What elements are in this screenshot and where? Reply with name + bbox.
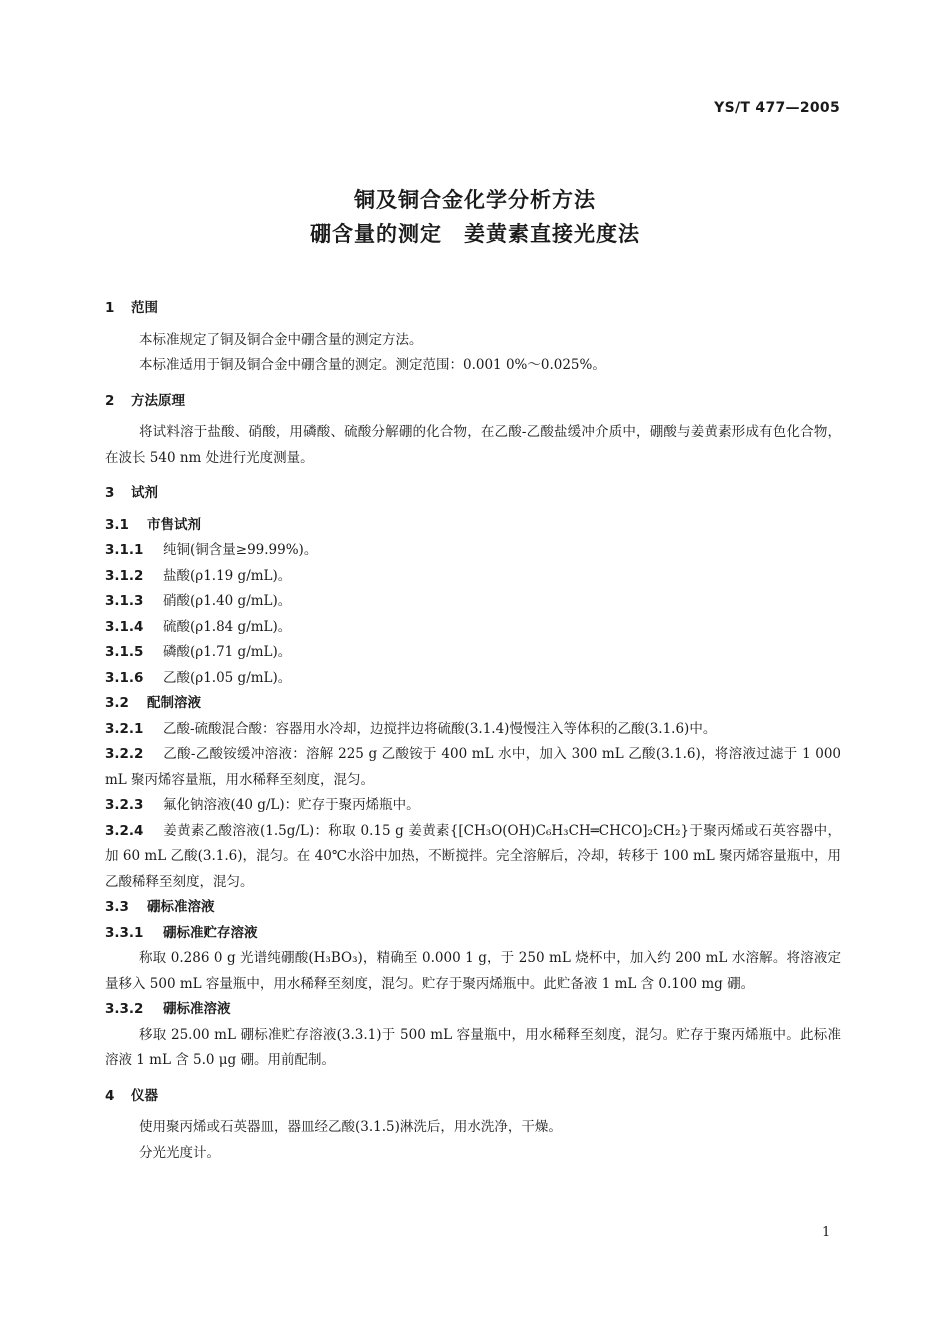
page-number: 1 (822, 1225, 831, 1240)
document-body (105, 296, 841, 1166)
section-3-heading: 3 试剂 (105, 485, 158, 501)
list-item: 3.1.3 硝酸(ρ1.40 g/mL)。 (105, 593, 292, 609)
list-item: 3.1.6 乙酸(ρ1.05 g/mL)。 (105, 669, 292, 686)
list-item: 3.1.4 硫酸(ρ1.84 g/mL)。 (105, 618, 292, 635)
section-4-paragraph-1: 使用聚丙烯或石英器皿，器皿经乙酸(3.1.5)淋洗后，用水洗净，干燥。 (139, 1119, 562, 1135)
subsection-3-3-2-heading: 3.3.2 硼标准溶液 (105, 1001, 231, 1017)
section-2-paragraph: 将试料溶于盐酸、硝酸，用磷酸、硫酸分解硼的化合物，在乙酸-乙酸盐缓冲介质中，硼酸与姜黄素形成有色化合物，在波长 540 nm 处进行光度测量。 (105, 424, 841, 466)
document-title-line-2: 硼含量的测定 姜黄素直接光度法 (310, 222, 640, 246)
section-1-paragraph-2: 本标准适用于铜及铜合金中硼含量的测定。测定范围：0.001 0%～0.025%。 (139, 357, 606, 373)
list-item: 3.1.1 纯铜(铜含量≥99.99%)。 (105, 542, 318, 558)
section-4-paragraph-2: 分光光度计。 (139, 1144, 220, 1161)
list-item: 3.2.4 姜黄素乙酸溶液(1.5g/L)：称取 0.15 g 姜黄素{[CH₃O(OH)C₆H₃CH═CHCO]₂CH₂}于聚丙烯或石英容器中，加 60 mL 乙酸(3.1.6)，混匀。在 40℃水浴中加热，不断搅拌。完全溶解后，冷却，转移于 100 mL 聚丙烯容量瓶中，用乙酸稀释至刻度，混匀。 (105, 822, 841, 890)
document-title-line-1: 铜及铜合金化学分析方法 (354, 188, 596, 212)
subsection-3-2-heading: 3.2 配制溶液 (105, 695, 201, 711)
list-item: 3.2.2 乙酸-乙酸铵缓冲溶液：溶解 225 g 乙酸铵于 400 mL 水中，加入 300 mL 乙酸(3.1.6)，将溶液过滤于 1 000 mL 聚丙烯容量瓶，用水稀释至刻度，混匀。 (105, 746, 841, 788)
list-item: 3.1.2 盐酸(ρ1.19 g/mL)。 (105, 567, 292, 584)
subsection-3-3-1-paragraph: 称取 0.286 0 g 光谱纯硼酸(H₃BO₃)，精确至 0.000 1 g，于 250 mL 烧杯中，加入约 200 mL 水溶解。将溶液定量移入 500 mL 容量瓶中，用水稀释至刻度，混匀。贮存于聚丙烯瓶中。此贮备液 1 mL 含 0.100 mg 硼。 (105, 950, 841, 992)
section-1-heading: 1 范围 (105, 300, 158, 316)
subsection-3-1-heading: 3.1 市售试剂 (105, 516, 201, 533)
section-4-heading: 4 仪器 (105, 1087, 158, 1104)
subsection-3-3-1-heading: 3.3.1 硼标准贮存溶液 (105, 924, 258, 941)
subsection-3-3-2-paragraph: 移取 25.00 mL 硼标准贮存溶液(3.3.1)于 500 mL 容量瓶中，用水稀释至刻度，混匀。贮存于聚丙烯瓶中。此标准溶液 1 mL 含 5.0 μg 硼。用前配制。 (105, 1026, 841, 1068)
list-item: 3.2.1 乙酸-硫酸混合酸：容器用水冷却，边搅拌边将硫酸(3.1.4)慢慢注入等体积的乙酸(3.1.6)中。 (105, 720, 717, 737)
section-1-paragraph-1: 本标准规定了铜及铜合金中硼含量的测定方法。 (139, 331, 423, 348)
list-item: 3.1.5 磷酸(ρ1.71 g/mL)。 (105, 644, 292, 660)
list-item: 3.2.3 氟化钠溶液(40 g/L)：贮存于聚丙烯瓶中。 (105, 797, 420, 813)
subsection-3-3-heading: 3.3 硼标准溶液 (105, 899, 215, 915)
standard-code: YS/T 477—2005 (714, 100, 840, 116)
section-2-heading: 2 方法原理 (105, 392, 185, 409)
